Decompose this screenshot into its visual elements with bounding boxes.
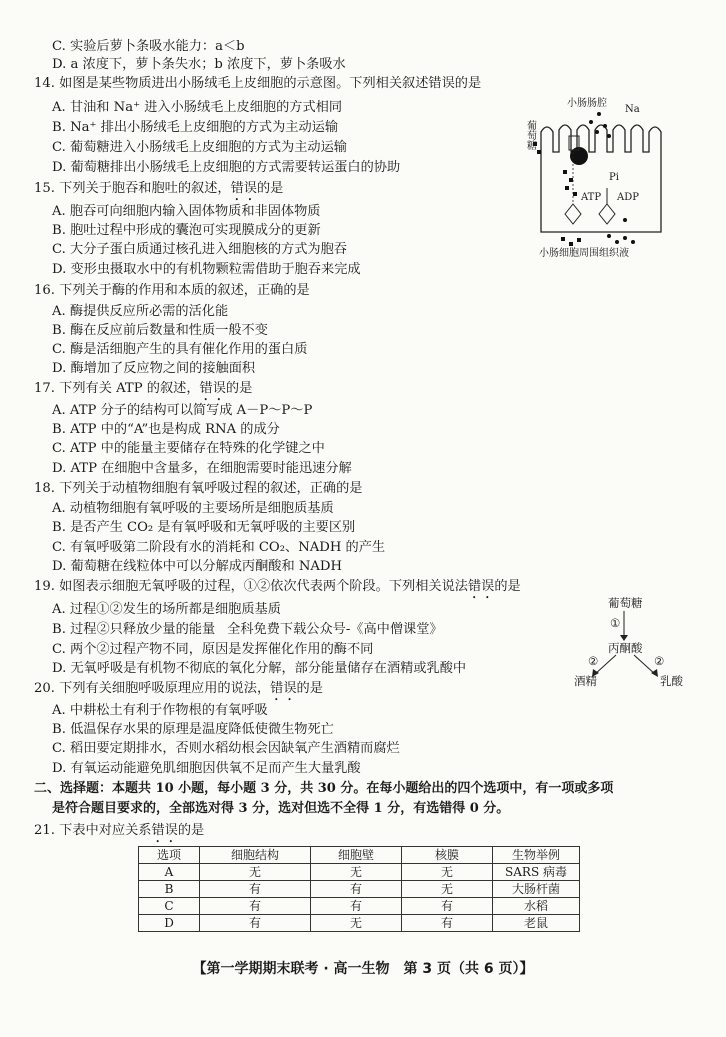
glucose-node: 葡萄糖 — [608, 596, 643, 610]
table-cell: 有 — [200, 898, 311, 915]
q18-option-c: C. 有氧呼吸第二阶段有水的消耗和 CO₂、NADH 的产生 — [52, 540, 386, 555]
table-cell: 无 — [402, 881, 493, 898]
table-cell: 有 — [311, 898, 402, 915]
q14-option-d: D. 葡萄糖排出小肠绒毛上皮细胞的方式需要转运蛋白的协助 — [52, 160, 401, 175]
anaerobic-arrows — [580, 595, 710, 685]
adp-label: ADP — [617, 192, 639, 203]
table-header-cell: 选项 — [139, 847, 200, 864]
q21-stem: 21. 下表中对应关系错误的是 — [34, 823, 205, 838]
q18-option-b: B. 是否产生 CO₂ 是有氧呼吸和无氧呼吸的主要区别 — [52, 520, 356, 535]
table-cell: B — [139, 881, 200, 898]
table-cell: 无 — [402, 864, 493, 881]
q17-option-a: A. ATP 分子的结构可以简写成 A－P～P～P — [52, 403, 313, 418]
step2b-marker: ② — [654, 654, 665, 668]
q14-option-c: C. 葡萄糖进入小肠绒毛上皮细胞的方式为主动运输 — [52, 140, 347, 155]
watermark-text: 全科免费下载公众号-《高中僧课堂》 — [227, 622, 443, 637]
q17-stem: 17. 下列有关 ATP 的叙述，错误的是 — [34, 381, 253, 396]
alcohol-node: 酒精 — [574, 674, 597, 688]
interstitial-label: 小肠细胞周围组织液 — [539, 248, 629, 259]
q15-option-d: D. 变形虫摄取水中的有机物颗粒需借助于胞吞来完成 — [52, 262, 361, 277]
table-header-cell: 细胞结构 — [200, 847, 311, 864]
table-row — [139, 864, 580, 881]
q20-stem: 20. 下列有关细胞呼吸原理应用的说法，错误的是 — [34, 681, 323, 696]
table-cell: 无 — [311, 915, 402, 932]
step2a-marker: ② — [588, 654, 599, 668]
table-cell: 无 — [200, 864, 311, 881]
anaerobic-respiration-diagram — [574, 595, 710, 688]
q15-option-c: C. 大分子蛋白质通过核孔进入细胞核的方式为胞吞 — [52, 242, 347, 257]
q16-option-d: D. 酶增加了反应物之间的接触面积 — [52, 361, 256, 376]
pi-label: Pi — [609, 172, 619, 183]
table-cell: 有 — [200, 881, 311, 898]
table-row — [139, 915, 580, 932]
table-cell: SARS 病毒 — [493, 864, 580, 881]
q14-option-a: A. 甘油和 Na⁺ 进入小肠绒毛上皮细胞的方式相同 — [52, 100, 343, 115]
pyruvate-node: 丙酮酸 — [608, 641, 643, 655]
table-header-cell: 核膜 — [402, 847, 493, 864]
q20-option-c: C. 稻田要定期排水，否则水稻幼根会因缺氧产生酒精而腐烂 — [52, 741, 400, 756]
lactic-node: 乳酸 — [660, 674, 683, 688]
table-cell: 水稻 — [493, 898, 580, 915]
q19-option-b: B. 过程②只释放少量的能量 全科免费下载公众号-《高中僧课堂》 — [52, 622, 443, 637]
q13-option-c: C. 实验后萝卜条吸水能力：a＜b — [52, 39, 245, 54]
table-cell: D — [139, 915, 200, 932]
atp-label: ATP — [581, 192, 602, 203]
q16-option-b: B. 酶在反应前后数量和性质一般不变 — [52, 323, 268, 338]
q13-option-d: D. a 浓度下，萝卜条失水；b 浓度下，萝卜条吸水 — [52, 57, 346, 72]
glucose-label: 葡萄糖 — [527, 121, 537, 152]
q19-option-a: A. 过程①②发生的场所都是细胞质基质 — [52, 602, 281, 617]
table-header-cell: 生物举例 — [493, 847, 580, 864]
q15-stem: 15. 下列关于胞吞和胞吐的叙述，错误的是 — [34, 181, 284, 196]
table-cell: A — [139, 864, 200, 881]
section2-line2: 是符合题目要求的，全部选对得 3 分，选对但选不全得 1 分，有选错得 0 分。 — [52, 801, 510, 816]
page-footer: 【第一学期期末联考 · 高一生物 第 3 页（共 6 页）】 — [192, 961, 534, 977]
q16-option-a: A. 酶提供反应所必需的活化能 — [52, 304, 229, 319]
table-row — [139, 881, 580, 898]
q14-stem: 14. 如图是某些物质进出小肠绒毛上皮细胞的示意图。下列相关叙述错误的是 — [34, 76, 482, 91]
table-cell: C — [139, 898, 200, 915]
q19-stem: 19. 如图表示细胞无氧呼吸的过程，①②依次代表两个阶段。下列相关说法错误的是 — [34, 579, 521, 594]
q19-option-d: D. 无氧呼吸是有机物不彻底的氧化分解，部分能量储存在酒精或乳酸中 — [52, 661, 467, 676]
q17-option-c: C. ATP 中的能量主要储存在特殊的化学键之中 — [52, 441, 325, 456]
table-header-row — [139, 847, 580, 864]
q18-stem: 18. 下列关于动植物细胞有氧呼吸过程的叙述，正确的是 — [34, 481, 363, 496]
q20-option-a: A. 中耕松土有利于作物根的有氧呼吸 — [52, 703, 268, 718]
q18-option-a: A. 动植物细胞有氧呼吸的主要场所是细胞质基质 — [52, 501, 334, 516]
step1-marker: ① — [610, 616, 621, 630]
table-cell: 有 — [311, 881, 402, 898]
q17-option-d: D. ATP 在细胞中含量多，在细胞需要时能迅速分解 — [52, 461, 352, 476]
table-header-cell: 细胞壁 — [311, 847, 402, 864]
q16-option-c: C. 酶是活细胞产生的具有催化作用的蛋白质 — [52, 342, 308, 357]
q18-option-d: D. 葡萄糖在线粒体中可以分解成丙酮酸和 NADH — [52, 559, 343, 574]
table-cell: 老鼠 — [493, 915, 580, 932]
q17-option-b: B. ATP 中的“A”也是构成 RNA 的成分 — [52, 422, 280, 437]
table-cell: 有 — [402, 898, 493, 915]
intestinal-cell-diagram — [525, 92, 705, 262]
q19-option-c: C. 两个②过程产物不同，原因是发挥催化作用的酶不同 — [52, 642, 374, 657]
table-cell: 大肠杆菌 — [493, 881, 580, 898]
table-row — [139, 898, 580, 915]
q15-option-b: B. 胞吐过程中形成的囊泡可实现膜成分的更新 — [52, 223, 321, 238]
q20-option-d: D. 有氧运动能避免肌细胞因供氧不足而产生大量乳酸 — [52, 761, 361, 776]
q21-table — [138, 846, 580, 932]
section2-line1: 二、选择题：本题共 10 小题，每小题 3 分，共 30 分。在每小题给出的四个选项中，有一项或多项 — [34, 781, 614, 796]
na-label: Na — [625, 104, 640, 115]
table-cell: 无 — [311, 864, 402, 881]
q16-stem: 16. 下列关于酶的作用和本质的叙述，正确的是 — [34, 283, 310, 298]
q15-option-a: A. 胞吞可向细胞内输入固体物质和非固体物质 — [52, 204, 321, 219]
lumen-label: 小肠肠腔 — [567, 98, 607, 109]
q20-option-b: B. 低温保存水果的原理是温度降低使微生物死亡 — [52, 722, 334, 737]
table-cell: 有 — [200, 915, 311, 932]
q14-option-b: B. Na⁺ 排出小肠绒毛上皮细胞的方式为主动运输 — [52, 120, 339, 135]
table-cell: 有 — [402, 915, 493, 932]
